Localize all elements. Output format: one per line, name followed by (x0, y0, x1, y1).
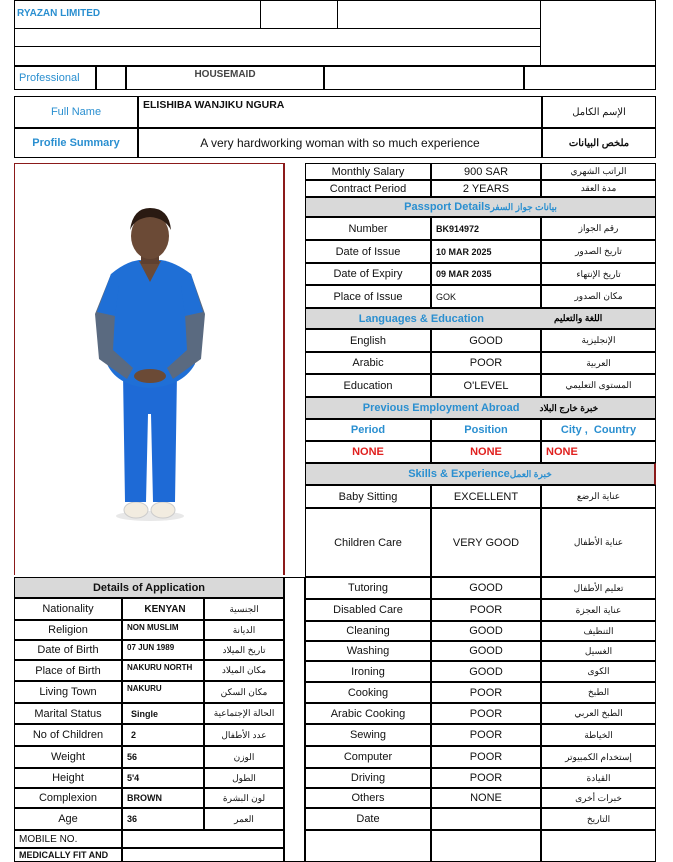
passport-value-0: BK914972 (431, 217, 541, 240)
skill-value-13 (431, 808, 541, 830)
passport-header (305, 197, 656, 217)
language-value-1: POOR (431, 352, 541, 374)
skill-label-6: Ironing (305, 661, 431, 682)
app-value-4: NAKURU (122, 681, 204, 703)
skill-ar-4: التنظيف (541, 621, 656, 641)
skill-ar-6: الكوى (541, 661, 656, 682)
header-vline-3 (540, 0, 541, 66)
full-name-value: ELISHIBA WANJIKU NGURA (138, 96, 542, 128)
header-grid (14, 0, 656, 66)
app-label-2: Date of Birth (14, 640, 122, 660)
app-value-6: 2 (122, 724, 204, 746)
skill-label-11: Driving (305, 768, 431, 788)
app-ar-9: لون البشرة (204, 788, 284, 808)
skill-label-3: Disabled Care (305, 599, 431, 621)
medical-label: MEDICALLY FIT AND (14, 848, 122, 862)
skill-value-9: POOR (431, 724, 541, 746)
app-ar-6: عدد الأطفال (204, 724, 284, 746)
skill-value-5: GOOD (431, 641, 541, 661)
language-label-0: English (305, 329, 431, 352)
app-label-5: Marital Status (14, 703, 122, 724)
passport-title-ar: بيانات جواز السفر (490, 201, 557, 212)
header-line-1 (14, 28, 540, 29)
skill-ar-7: الطبخ (541, 682, 656, 703)
position-title: HOUSEMAID (126, 66, 324, 90)
app-label-9: Complexion (14, 788, 122, 808)
passport-ar-0: رقم الجواز (541, 217, 656, 240)
passport-value-3: GOK (431, 285, 541, 308)
skill-ar-8: الطبخ العربي (541, 703, 656, 724)
skill-value-12: NONE (431, 788, 541, 808)
passport-label-0: Number (305, 217, 431, 240)
passport-ar-1: تاريخ الصدور (541, 240, 656, 263)
skill-label-0: Baby Sitting (305, 485, 431, 508)
skill-label-5: Washing (305, 641, 431, 661)
skill-value-6: GOOD (431, 661, 541, 682)
profile-text: A very hardworking woman with so much experience (138, 128, 542, 158)
skill-label-10: Computer (305, 746, 431, 768)
skill-ar-10: إستخدام الكمبيوتر (541, 746, 656, 768)
photo-frame (14, 163, 285, 575)
app-ar-4: مكان السكن (204, 681, 284, 703)
skill-label-9: Sewing (305, 724, 431, 746)
employment-value-country: NONE (541, 441, 656, 463)
skill-value-4: GOOD (431, 621, 541, 641)
profile-ar: ملخص البيانات (542, 128, 656, 158)
skill-value-1: VERY GOOD (431, 508, 541, 577)
candidate-photo (15, 164, 284, 576)
passport-label-1: Date of Issue (305, 240, 431, 263)
app-ar-1: الديانة (204, 620, 284, 640)
employment-value-position: NONE (431, 441, 541, 463)
mobile-label: MOBILE NO. (14, 830, 122, 848)
skill-value-7: POOR (431, 682, 541, 703)
skill-value-2: GOOD (431, 577, 541, 599)
languages-title-ar: اللغة والتعليم (554, 313, 603, 323)
application-header: Details of Application (14, 577, 284, 598)
skill-label-2: Tutoring (305, 577, 431, 599)
app-ar-0: الجنسية (204, 598, 284, 620)
full-name-label: Full Name (14, 96, 138, 128)
skill-ar-2: تعليم الأطفال (541, 577, 656, 599)
passport-value-2: 09 MAR 2035 (431, 263, 541, 285)
language-ar-1: العربية (541, 352, 656, 374)
languages-header (305, 308, 656, 329)
app-ar-7: الوزن (204, 746, 284, 768)
app-label-0: Nationality (14, 598, 122, 620)
skill-label-8: Arabic Cooking (305, 703, 431, 724)
employment-col-period: Period (305, 419, 431, 441)
salary-ar-1: مدة العقد (541, 180, 656, 197)
profile-label: Profile Summary (14, 128, 138, 158)
skills-header (305, 463, 656, 485)
gutter (284, 577, 305, 862)
app-value-0: KENYAN (122, 598, 204, 620)
app-label-4: Living Town (14, 681, 122, 703)
app-label-7: Weight (14, 746, 122, 768)
app-value-9: BROWN (122, 788, 204, 808)
skills-title: Skills & Experience (408, 468, 510, 480)
passport-label-3: Place of Issue (305, 285, 431, 308)
skill-ar-12: خبرات أخرى (541, 788, 656, 808)
salary-label-1: Contract Period (305, 180, 431, 197)
skill-label-4: Cleaning (305, 621, 431, 641)
skills-blank-b (431, 830, 541, 862)
mobile-value (122, 830, 284, 848)
skill-ar-5: الغسيل (541, 641, 656, 661)
app-value-1: NON MUSLIM (122, 620, 204, 640)
skill-ar-13: التاريخ (541, 808, 656, 830)
header-line-2 (14, 46, 540, 47)
app-value-7: 56 (122, 746, 204, 768)
passport-label-2: Date of Expiry (305, 263, 431, 285)
employment-header (305, 397, 656, 419)
skills-blank-a (305, 830, 431, 862)
skill-label-1: Children Care (305, 508, 431, 577)
skill-ar-11: القيادة (541, 768, 656, 788)
salary-label-0: Monthly Salary (305, 163, 431, 180)
skill-value-3: POOR (431, 599, 541, 621)
employment-title: Previous Employment Abroad (362, 402, 520, 414)
app-ar-10: العمر (204, 808, 284, 830)
skill-value-8: POOR (431, 703, 541, 724)
header-vline-1 (260, 0, 261, 28)
salary-ar-0: الراتب الشهري (541, 163, 656, 180)
app-label-1: Religion (14, 620, 122, 640)
professional-label: Professional (14, 66, 96, 90)
language-value-2: O'LEVEL (431, 374, 541, 397)
app-label-3: Place of Birth (14, 660, 122, 681)
passport-ar-2: تاريخ الإنتهاء (541, 263, 656, 285)
app-ar-5: الحالة الإجتماعية (204, 703, 284, 724)
employment-value-period: NONE (305, 441, 431, 463)
professional-blank-2 (524, 66, 656, 90)
medical-value (122, 848, 284, 862)
passport-title: Passport Details (404, 201, 491, 213)
employment-title-ar: خبرة خارج البلاد (539, 402, 599, 413)
skill-label-12: Others (305, 788, 431, 808)
app-label-6: No of Children (14, 724, 122, 746)
app-label-8: Height (14, 768, 122, 788)
skill-ar-9: الخياطة (541, 724, 656, 746)
skill-label-13: Date (305, 808, 431, 830)
skill-ar-3: عناية العجزة (541, 599, 656, 621)
passport-ar-3: مكان الصدور (541, 285, 656, 308)
skill-value-11: POOR (431, 768, 541, 788)
language-ar-0: الإنجليزية (541, 329, 656, 352)
full-name-ar: الإسم الكامل (542, 96, 656, 128)
professional-spacer (96, 66, 126, 90)
company-name: RYAZAN LIMITED (17, 8, 101, 19)
app-ar-8: الطول (204, 768, 284, 788)
app-value-8: 5'4 (122, 768, 204, 788)
salary-value-1: 2 YEARS (431, 180, 541, 197)
employment-col-country: City , Country (541, 419, 656, 441)
language-ar-2: المستوى التعليمي (541, 374, 656, 397)
app-ar-3: مكان الميلاد (204, 660, 284, 681)
passport-value-1: 10 MAR 2025 (431, 240, 541, 263)
professional-blank-1 (324, 66, 524, 90)
app-label-10: Age (14, 808, 122, 830)
skill-ar-0: عناية الرضع (541, 485, 656, 508)
skill-label-7: Cooking (305, 682, 431, 703)
language-label-1: Arabic (305, 352, 431, 374)
app-value-10: 36 (122, 808, 204, 830)
salary-value-0: 900 SAR (431, 163, 541, 180)
skills-title-ar: خبرة العمل (509, 468, 552, 479)
skill-value-0: EXCELLENT (431, 485, 541, 508)
employment-col-position: Position (431, 419, 541, 441)
skill-value-10: POOR (431, 746, 541, 768)
languages-title: Languages & Education (358, 312, 485, 325)
skills-blank-c (541, 830, 656, 862)
language-label-2: Education (305, 374, 431, 397)
app-value-2: 07 JUN 1989 (122, 640, 204, 660)
language-value-0: GOOD (431, 329, 541, 352)
app-ar-2: تاريخ الميلاد (204, 640, 284, 660)
app-value-5: Single (122, 703, 204, 724)
app-value-3: NAKURU NORTH (122, 660, 204, 681)
skill-ar-1: عناية الأطفال (541, 508, 656, 577)
header-vline-2 (337, 0, 338, 28)
